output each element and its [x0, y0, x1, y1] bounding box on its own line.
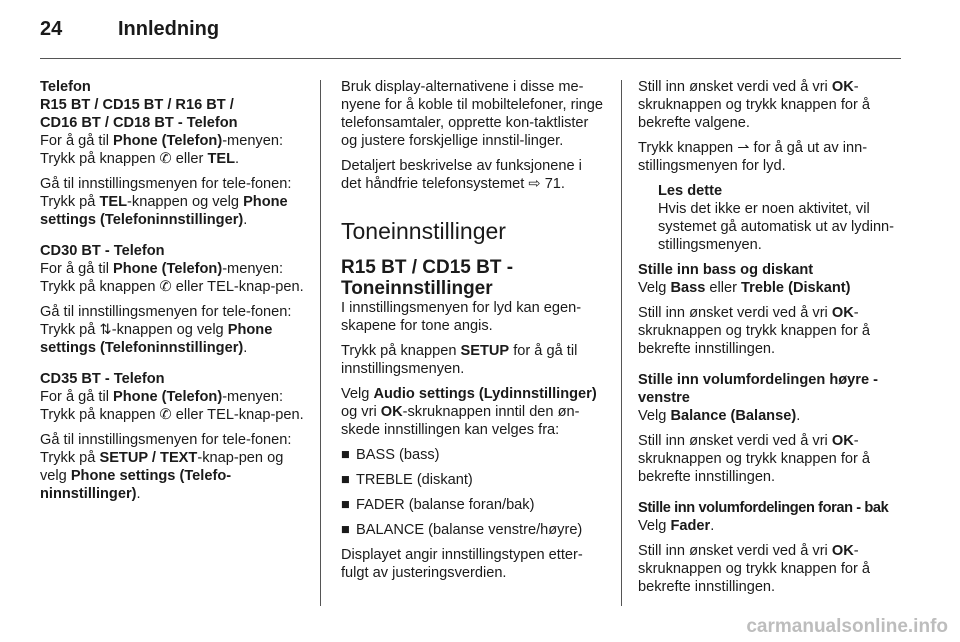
page-reference: ⇨ 71.: [528, 176, 565, 192]
paragraph: For å gå til Phone (Telefon)-menyen: Trykk på knappen ✆ eller TEL.: [40, 133, 284, 167]
list-item: ■ BALANCE (balanse venstre/høyre): [341, 522, 583, 538]
bullet-icon: ■: [341, 497, 350, 513]
subsection-heading-balance: Stille inn volumfordelingen høyre - venstre: [638, 372, 879, 406]
chapter-title: Innledning: [118, 18, 220, 40]
watermark: carmanualsonline.info: [746, 616, 948, 637]
back-icon: ⇀: [737, 140, 750, 156]
section-heading-toneinnstillinger: Toneinnstillinger: [341, 218, 506, 244]
column-divider-2: [621, 80, 622, 606]
note-box: [638, 182, 902, 254]
paragraph: Still inn ønsket verdi ved å vri OK-skruknappen og trykk knappen for å bekrefte valgene.: [638, 79, 871, 131]
paragraph: Velg Bass eller Treble (Diskant): [638, 280, 851, 296]
phone-icon: ✆: [159, 151, 172, 167]
subsection-heading-r15: R15 BT / CD15 BT / R16 BT / CD16 BT / CD18 BT - Telefon: [40, 97, 238, 131]
paragraph: Velg Balance (Balanse).: [638, 408, 801, 424]
subsection-heading-bass-treble: Stille inn bass og diskant: [638, 262, 814, 278]
list-item: ■ BASS (bass): [341, 447, 440, 463]
note-body: Hvis det ikke er noen aktivitet, vil systemet gå automatisk ut av lydinn-stillingsmenyen.: [658, 201, 895, 253]
paragraph: Still inn ønsket verdi ved å vri OK-skruknappen og trykk knappen for å bekrefte innstillingen.: [638, 543, 871, 595]
paragraph: Trykk på knappen SETUP for å gå til innstillingsmenyen.: [341, 343, 578, 377]
paragraph: Still inn ønsket verdi ved å vri OK-skruknappen og trykk knappen for å bekrefte innstillingen.: [638, 305, 871, 357]
paragraph: Gå til innstillingsmenyen for tele-fonen: Trykk på SETUP / TEXT-knap-pen og velg Phone settings (Telefo-ninnstillinger).: [40, 432, 292, 502]
paragraph: Velg Audio settings (Lydinnstillinger) og vri OK-skruknappen inntil den øn-skede innstillingen kan velges fra:: [341, 386, 597, 438]
paragraph: Trykk knappen ⇀ for å gå ut av inn-stillingsmenyen for lyd.: [638, 140, 868, 174]
subsection-heading-cd30: CD30 BT - Telefon: [40, 243, 165, 259]
paragraph: I innstillingsmenyen for lyd kan egen-skapene for tone angis.: [341, 300, 582, 334]
bullet-icon: ■: [341, 472, 350, 488]
section-heading-telefon: Telefon: [40, 79, 91, 95]
column-2: [341, 78, 605, 582]
note-title: Les dette: [658, 183, 723, 199]
paragraph: Still inn ønsket verdi ved å vri OK-skruknappen og trykk knappen for å bekrefte innstillingen.: [638, 433, 871, 485]
paragraph: Gå til innstillingsmenyen for tele-fonen: Trykk på TEL-knappen og velg Phone settings (Telefoninnstillinger).: [40, 176, 292, 228]
paragraph: Detaljert beskrivelse av funksjonene i det håndfrie telefonsystemet ⇨ 71.: [341, 158, 582, 192]
bullet-icon: ■: [341, 447, 350, 463]
subsection-heading-cd35: CD35 BT - Telefon: [40, 371, 165, 387]
subsection-heading-fader: Stille inn volumfordelingen foran - bak: [638, 500, 889, 516]
phone-icon: ✆: [159, 279, 172, 295]
paragraph: Gå til innstillingsmenyen for tele-fonen: Trykk på ⇅-knappen og velg Phone settings (Telefoninnstillinger).: [40, 304, 292, 356]
bullet-icon: ■: [341, 522, 350, 538]
paragraph: Velg Fader.: [638, 518, 715, 534]
list-item: ■ TREBLE (diskant): [341, 472, 473, 488]
paragraph: For å gå til Phone (Telefon)-menyen: Trykk på knappen ✆ eller TEL-knap-pen.: [40, 389, 304, 423]
header-rule: [40, 58, 901, 59]
paragraph: For å gå til Phone (Telefon)-menyen: Trykk på knappen ✆ eller TEL-knap-pen.: [40, 261, 304, 295]
column-1: [40, 78, 304, 503]
paragraph: Displayet angir innstillingstypen etter-fulgt av justeringsverdien.: [341, 547, 583, 581]
page-number: 24: [40, 18, 63, 40]
settings-arrows-icon: ⇅: [99, 322, 112, 338]
phone-icon: ✆: [159, 407, 172, 423]
subsection-heading-r15-tone: R15 BT / CD15 BT - Toneinnstillinger: [341, 257, 514, 299]
column-3: [638, 78, 902, 596]
list-item: ■ FADER (balanse foran/bak): [341, 497, 535, 513]
column-divider-1: [320, 80, 321, 606]
paragraph: Bruk display-alternativene i disse me-nyene for å koble til mobiltelefoner, ringe telefonsamtaler, opprette kon-taktlister og justere forskjellige innstil-linger.: [341, 79, 604, 149]
